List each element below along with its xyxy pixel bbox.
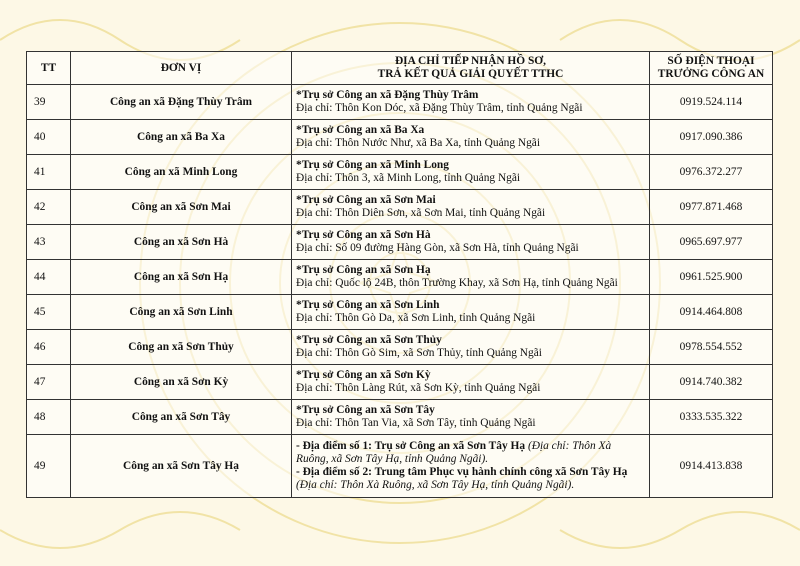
- row-address: [292, 190, 650, 225]
- row-phone: 0914.740.382: [650, 365, 773, 400]
- row-address-detail: Địa chỉ: Thôn Kon Dóc, xã Đặng Thùy Trâm, tỉnh Quảng Ngãi: [296, 102, 583, 114]
- row-address-detail: Địa chỉ: Thôn Diên Sơn, xã Sơn Mai, tỉnh Quảng Ngãi: [296, 207, 546, 219]
- table-row-43: [27, 225, 773, 260]
- row-unit: Công an xã Sơn Mai: [71, 190, 292, 225]
- table-row-41: [27, 155, 773, 190]
- row-headquarters: *Trụ sở Công an xã Minh Long: [296, 159, 449, 171]
- table-row-44: [27, 260, 773, 295]
- row-address-detail: Địa chỉ: Thôn Nước Như, xã Ba Xa, tỉnh Quảng Ngãi: [296, 137, 541, 149]
- row-address: [292, 85, 650, 120]
- row-tt: 43: [27, 225, 71, 260]
- row-tt: 48: [27, 400, 71, 435]
- row-phone: 0976.372.277: [650, 155, 773, 190]
- row-address-detail: Địa chỉ: Thôn Làng Rút, xã Sơn Kỳ, tỉnh Quảng Ngãi: [296, 382, 541, 394]
- header-address-line2: TRẢ KẾT QUẢ GIẢI QUYẾT TTHC: [377, 68, 564, 80]
- table-body: [27, 85, 773, 435]
- header-address: [292, 52, 650, 85]
- row-address: [292, 120, 650, 155]
- row-headquarters: *Trụ sở Công an xã Ba Xa: [296, 124, 425, 136]
- table-header-row: [27, 52, 773, 85]
- row-tt: 40: [27, 120, 71, 155]
- row-headquarters: *Trụ sở Công an xã Sơn Mai: [296, 194, 436, 206]
- row-unit: Công an xã Ba Xa: [71, 120, 292, 155]
- row-unit: Công an xã Sơn Thủy: [71, 330, 292, 365]
- row-unit: Công an xã Sơn Kỳ: [71, 365, 292, 400]
- row-unit: Công an xã Minh Long: [71, 155, 292, 190]
- row-tt: 39: [27, 85, 71, 120]
- row-phone: 0919.524.114: [650, 85, 773, 120]
- row-tt: 41: [27, 155, 71, 190]
- row-address: [292, 260, 650, 295]
- police-contact-table: [26, 51, 773, 498]
- row-address: [292, 155, 650, 190]
- row-address: [292, 295, 650, 330]
- contact-table-container: [26, 51, 772, 498]
- header-tt: TT: [27, 52, 71, 85]
- header-phone-line1: SỐ ĐIỆN THOẠI: [667, 55, 755, 67]
- row-phone: 0333.535.322: [650, 400, 773, 435]
- row-headquarters: *Trụ sở Công an xã Sơn Hạ: [296, 264, 431, 276]
- row-tt: 46: [27, 330, 71, 365]
- row-address: [292, 225, 650, 260]
- row-tt: 44: [27, 260, 71, 295]
- row-unit: Công an xã Sơn Linh: [71, 295, 292, 330]
- location-2: [296, 466, 645, 492]
- table-row-46: [27, 330, 773, 365]
- row-phone: 0978.554.552: [650, 330, 773, 365]
- row-unit: Công an xã Sơn Hà: [71, 225, 292, 260]
- row-tt: 49: [27, 435, 71, 498]
- row-phone: 0961.525.900: [650, 260, 773, 295]
- row-address-detail: Địa chỉ: Thôn 3, xã Minh Long, tỉnh Quảng Ngãi: [296, 172, 521, 184]
- row-phone: 0914.413.838: [650, 435, 773, 498]
- row-headquarters: *Trụ sở Công an xã Sơn Hà: [296, 229, 431, 241]
- row-address-detail: Địa chỉ: Thôn Gò Sim, xã Sơn Thủy, tỉnh Quảng Ngãi: [296, 347, 542, 359]
- row-address: [292, 435, 650, 498]
- header-phone: [650, 52, 773, 85]
- table-row-39: [27, 85, 773, 120]
- row-address: [292, 330, 650, 365]
- row-unit: Công an xã Đặng Thùy Trâm: [71, 85, 292, 120]
- row-unit: Công an xã Sơn Tây: [71, 400, 292, 435]
- table-row-45: [27, 295, 773, 330]
- row-unit: Công an xã Sơn Hạ: [71, 260, 292, 295]
- table-row-47: [27, 365, 773, 400]
- row-address-detail: Địa chỉ: Quốc lộ 24B, thôn Trường Khay, xã Sơn Hạ, tỉnh Quảng Ngãi: [296, 277, 618, 289]
- row-headquarters: *Trụ sở Công an xã Sơn Linh: [296, 299, 440, 311]
- table-row-42: [27, 190, 773, 225]
- row-address: [292, 400, 650, 435]
- row-address: [292, 365, 650, 400]
- table-row-49: [27, 435, 773, 498]
- location-2-label: - Địa điểm số 2: Trung tâm Phục vụ hành chính công xã Sơn Tây Hạ: [296, 466, 628, 478]
- row-tt: 42: [27, 190, 71, 225]
- row-tt: 47: [27, 365, 71, 400]
- location-1-detail: (Địa chỉ: Thôn Xà Ruông, xã Sơn Tây Hạ, tỉnh Quảng Ngãi).: [296, 440, 612, 465]
- row-headquarters: *Trụ sở Công an xã Đặng Thùy Trâm: [296, 89, 479, 101]
- row-address-detail: Địa chỉ: Thôn Gò Da, xã Sơn Linh, tỉnh Quảng Ngãi: [296, 312, 536, 324]
- location-1: [296, 440, 645, 466]
- table-row-48: [27, 400, 773, 435]
- row-tt: 45: [27, 295, 71, 330]
- row-headquarters: *Trụ sở Công an xã Sơn Kỳ: [296, 369, 431, 381]
- header-address-line1: ĐỊA CHỈ TIẾP NHẬN HỒ SƠ,: [394, 55, 547, 67]
- table-row-40: [27, 120, 773, 155]
- header-phone-line2: TRƯỞNG CÔNG AN: [657, 68, 765, 80]
- row-address-detail: Địa chỉ: Thôn Tan Via, xã Sơn Tây, tỉnh Quảng Ngãi: [296, 417, 536, 429]
- row-unit: Công an xã Sơn Tây Hạ: [71, 435, 292, 498]
- location-2-detail: (Địa chỉ: Thôn Xà Ruông, xã Sơn Tây Hạ, tỉnh Quảng Ngãi).: [296, 479, 575, 491]
- location-1-label: - Địa điểm số 1: Trụ sở Công an xã Sơn Tây Hạ: [296, 440, 526, 452]
- row-phone: 0914.464.808: [650, 295, 773, 330]
- row-phone: 0977.871.468: [650, 190, 773, 225]
- row-phone: 0965.697.977: [650, 225, 773, 260]
- row-headquarters: *Trụ sở Công an xã Sơn Thủy: [296, 334, 442, 346]
- row-address-detail: Địa chỉ: Số 09 đường Hàng Gòn, xã Sơn Hà, tỉnh Quảng Ngãi: [296, 242, 579, 254]
- header-unit: ĐƠN VỊ: [71, 52, 292, 85]
- row-phone: 0917.090.386: [650, 120, 773, 155]
- row-headquarters: *Trụ sở Công an xã Sơn Tây: [296, 404, 435, 416]
